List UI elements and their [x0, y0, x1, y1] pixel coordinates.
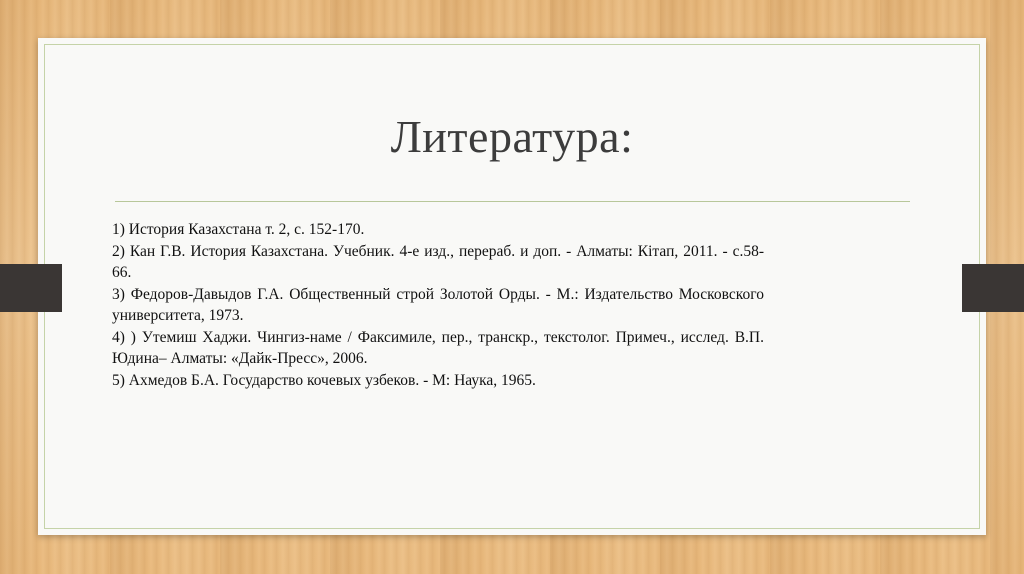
reference-item-1: 1) История Казахстана т. 2, с. 152-170.	[112, 221, 365, 238]
reference-item-3: 3) Федоров-Давыдов Г.А. Общественный строй Золотой Орды. - М.: Издательство Московского университета, 1973.	[112, 285, 764, 324]
reference-list	[112, 219, 764, 391]
slide-title: Литература:	[390, 111, 634, 162]
reference-item-5: 5) Ахмедов Б.А. Государство кочевых узбеков. - М: Наука, 1965.	[112, 371, 536, 389]
reference-item-4: 4) ) Утемиш Хаджи. Чингиз-наме / Факсимиле, пер., транскр., текстолог. Примеч., исслед. В.П. Юдина– Алматы: «Дайк-Пресс», 2006.	[112, 328, 764, 367]
title-divider	[115, 201, 910, 202]
left-binder-tab	[0, 264, 62, 312]
reference-item-2: 2) Кан Г.В. История Казахстана. Учебник. 4-е изд., перераб. и доп. - Алматы: Кітап, 2011. - с.58-66.	[112, 242, 764, 281]
right-binder-tab	[962, 264, 1024, 312]
